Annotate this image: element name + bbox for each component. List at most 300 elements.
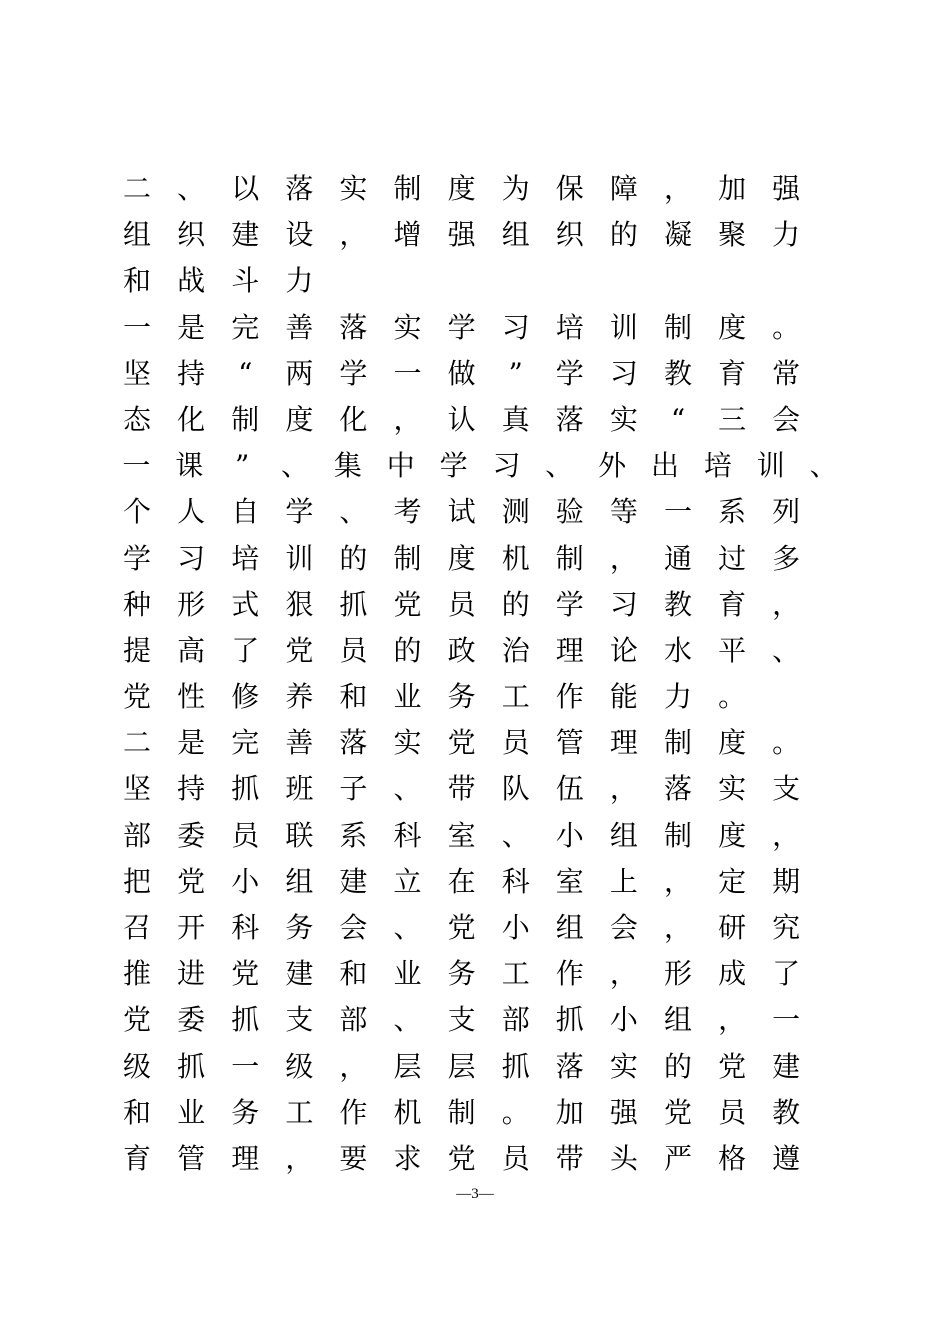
text-char: 成 (718, 957, 747, 991)
text-char: 党 (123, 680, 152, 714)
text-char: 一 (393, 356, 422, 390)
text-char: 联 (285, 818, 314, 852)
text-line (110, 905, 850, 951)
text-line (110, 489, 850, 535)
text-char: ， (285, 1141, 314, 1175)
text-char: 和 (123, 1095, 152, 1129)
text-char: 的 (609, 218, 638, 252)
text-char: 多 (772, 541, 801, 575)
text-char: 验 (555, 495, 584, 529)
text-char: 习 (609, 587, 638, 621)
text-line (110, 720, 850, 766)
text-char: 队 (501, 772, 530, 806)
text-char: 种 (123, 587, 152, 621)
text-char: 列 (772, 495, 801, 529)
text-char: 部 (501, 1003, 530, 1037)
text-char: 员 (501, 726, 530, 760)
text-char: 小 (555, 818, 584, 852)
text-char: 求 (393, 1141, 422, 1175)
text-char: 能 (609, 680, 638, 714)
text-char: 。 (718, 680, 747, 714)
text-char: 制 (231, 402, 260, 436)
text-char: 员 (501, 1141, 530, 1175)
text-char: 学 (285, 495, 314, 529)
text-char: ” (508, 356, 523, 390)
text-char: 实 (339, 172, 368, 205)
text-char: 科 (393, 818, 422, 852)
text-char: 力 (663, 680, 692, 714)
body-text (110, 166, 850, 1182)
text-char: 持 (177, 356, 206, 390)
text-line (110, 1090, 850, 1136)
text-char: 战 (177, 264, 206, 298)
text-char: 抓 (555, 1003, 584, 1037)
text-char: 工 (285, 1095, 314, 1129)
text-char: 和 (339, 680, 368, 714)
text-char: 工 (501, 957, 530, 991)
text-char: 会 (609, 911, 638, 944)
text-char: 政 (447, 633, 476, 667)
text-char: 。 (772, 310, 801, 344)
text-char: 系 (718, 495, 747, 529)
text-char: 强 (447, 218, 476, 252)
text-char: 坚 (123, 356, 152, 390)
text-char: 建 (285, 957, 314, 991)
text-char: 高 (177, 633, 206, 667)
text-char: 人 (177, 495, 206, 529)
text-char: 两 (285, 356, 314, 390)
text-char: ， (609, 772, 638, 806)
text-char: 业 (393, 957, 422, 991)
text-char: 机 (501, 541, 530, 575)
text-char: 化 (339, 402, 368, 436)
text-char: 务 (285, 911, 314, 944)
text-char: 是 (177, 310, 206, 344)
text-char: 学 (439, 449, 468, 483)
text-char: 组 (609, 818, 638, 852)
text-line (110, 1136, 850, 1182)
text-char: ， (772, 818, 801, 852)
text-line (110, 212, 850, 258)
text-char: ， (339, 1049, 368, 1083)
text-char: 度 (718, 818, 747, 852)
text-char: 头 (609, 1141, 638, 1175)
text-char: 小 (609, 1003, 638, 1037)
text-char: 支 (772, 772, 801, 806)
text-char: 、 (501, 818, 530, 852)
text-char: 教 (663, 356, 692, 390)
text-char: 三 (718, 402, 747, 436)
text-char: 一 (231, 1049, 260, 1083)
text-char: 委 (177, 1003, 206, 1037)
text-char: 落 (339, 310, 368, 344)
text-char: 论 (609, 633, 638, 667)
text-char: 抓 (231, 772, 260, 806)
text-char: 学 (447, 310, 476, 344)
text-char: 教 (772, 1095, 801, 1129)
text-char: 期 (772, 864, 801, 898)
text-char: 推 (123, 957, 152, 991)
text-line (110, 305, 850, 351)
text-char: 作 (339, 1095, 368, 1129)
text-char: ， (609, 541, 638, 575)
text-char: 习 (492, 449, 521, 483)
text-char: 子 (339, 772, 368, 806)
text-char: 会 (772, 402, 801, 436)
text-char: 修 (231, 680, 260, 714)
text-char: 培 (555, 310, 584, 344)
text-char: 完 (231, 310, 260, 344)
text-char: 实 (393, 310, 422, 344)
text-char: 等 (609, 495, 638, 529)
text-char: 形 (177, 587, 206, 621)
text-line (110, 951, 850, 997)
text-char: 强 (772, 172, 801, 205)
text-char: 是 (177, 726, 206, 760)
text-char: 员 (718, 1095, 747, 1129)
text-char: 的 (501, 587, 530, 621)
text-char: 员 (231, 818, 260, 852)
text-char: 水 (663, 633, 692, 667)
text-char: 育 (718, 356, 747, 390)
text-char: 员 (339, 633, 368, 667)
text-char: 制 (393, 541, 422, 575)
text-char: 实 (718, 772, 747, 806)
text-char: 一 (772, 1003, 801, 1037)
text-char: 学 (555, 587, 584, 621)
text-char: 学 (555, 356, 584, 390)
text-line (110, 258, 850, 304)
text-char: 落 (339, 726, 368, 760)
text-char: 培 (703, 449, 732, 483)
text-line (110, 536, 850, 582)
text-char: 外 (598, 449, 627, 483)
text-char: 二 (123, 726, 152, 760)
text-char: 设 (285, 218, 314, 252)
text-char: 的 (393, 633, 422, 667)
text-char: 支 (447, 1003, 476, 1037)
text-char: 训 (609, 310, 638, 344)
text-char: 党 (231, 957, 260, 991)
text-char: 的 (663, 1049, 692, 1083)
text-char: 支 (285, 1003, 314, 1037)
text-char: 层 (447, 1049, 476, 1083)
text-line (110, 628, 850, 674)
text-char: 治 (501, 633, 530, 667)
text-char: 加 (555, 1095, 584, 1129)
text-char: 力 (772, 218, 801, 252)
text-char: 形 (663, 957, 692, 991)
text-char: 制 (393, 172, 422, 205)
text-char: 聚 (718, 218, 747, 252)
text-char: 训 (756, 449, 785, 483)
text-char: 室 (447, 818, 476, 852)
text-char: 以 (231, 172, 260, 205)
text-char: 理 (555, 633, 584, 667)
text-char: 班 (285, 772, 314, 806)
text-char: 、 (772, 633, 801, 667)
text-char: 委 (177, 818, 206, 852)
text-char: 召 (123, 911, 152, 944)
text-char: ， (339, 218, 368, 252)
text-char: 抓 (177, 1049, 206, 1083)
text-char: 作 (555, 680, 584, 714)
text-char: 要 (339, 1141, 368, 1175)
text-char: 出 (651, 449, 680, 483)
text-char: 考 (393, 495, 422, 529)
text-char: 增 (393, 218, 422, 252)
text-char: 教 (663, 587, 692, 621)
text-char: ， (663, 864, 692, 898)
text-char: 、 (545, 449, 574, 483)
text-char: 格 (718, 1141, 747, 1175)
text-char: 落 (555, 402, 584, 436)
text-char: 度 (447, 172, 476, 205)
text-char: 持 (177, 772, 206, 806)
text-char: ， (393, 402, 422, 436)
text-char: 度 (447, 541, 476, 575)
text-char: 式 (231, 587, 260, 621)
text-char: 党 (177, 864, 206, 898)
text-char: 。 (772, 726, 801, 760)
text-char: 真 (501, 402, 530, 436)
text-char: 级 (123, 1049, 152, 1083)
text-char: 研 (718, 911, 747, 944)
text-char: 。 (501, 1095, 530, 1129)
text-char: 带 (447, 772, 476, 806)
text-char: 制 (447, 1095, 476, 1129)
text-char: 党 (718, 1049, 747, 1083)
text-char: 平 (718, 633, 747, 667)
text-line (110, 443, 850, 489)
text-char: 了 (231, 633, 260, 667)
text-char: 态 (123, 402, 152, 436)
text-char: 进 (177, 957, 206, 991)
text-char: 业 (177, 1095, 206, 1129)
text-char: 层 (393, 1049, 422, 1083)
text-char: 通 (663, 541, 692, 575)
text-char: 党 (447, 911, 476, 944)
text-char: 习 (501, 310, 530, 344)
text-line (110, 859, 850, 905)
text-char: 遵 (772, 1141, 801, 1175)
text-char: 严 (663, 1141, 692, 1175)
text-char: 、 (393, 772, 422, 806)
text-char: 把 (123, 864, 152, 898)
text-char: 、 (393, 911, 422, 944)
text-char: 落 (555, 1049, 584, 1083)
text-char: 一 (122, 449, 151, 483)
text-char: 制 (555, 541, 584, 575)
text-line (110, 813, 850, 859)
text-char: 建 (339, 864, 368, 898)
text-char: 性 (177, 680, 206, 714)
text-char: 建 (772, 1049, 801, 1083)
text-char: 为 (501, 172, 530, 205)
text-char: 级 (285, 1049, 314, 1083)
text-char: 学 (339, 356, 368, 390)
text-char: 、 (339, 495, 368, 529)
text-char: 了 (772, 957, 801, 991)
text-char: 养 (285, 680, 314, 714)
text-char: 室 (555, 864, 584, 898)
text-char: 科 (501, 864, 530, 898)
text-char: 度 (718, 726, 747, 760)
text-char: 立 (393, 864, 422, 898)
text-char: 、 (809, 449, 838, 483)
text-char: 凝 (663, 218, 692, 252)
text-char: 度 (718, 310, 747, 344)
text-char: 部 (339, 1003, 368, 1037)
text-char: 课 (175, 449, 204, 483)
text-char: 制 (663, 726, 692, 760)
text-line (110, 582, 850, 628)
text-char: 上 (609, 864, 638, 898)
text-char: 抓 (231, 1003, 260, 1037)
text-char: 试 (447, 495, 476, 529)
text-char: 加 (718, 172, 747, 205)
text-char: 员 (447, 587, 476, 621)
text-char: 制 (663, 818, 692, 852)
text-char: 抓 (501, 1049, 530, 1083)
text-char: 务 (231, 1095, 260, 1129)
text-char: 党 (447, 1141, 476, 1175)
text-char: ， (772, 587, 801, 621)
text-char: ， (663, 172, 692, 205)
text-char: 组 (663, 1003, 692, 1037)
text-char: 和 (123, 264, 152, 298)
text-char: 习 (177, 541, 206, 575)
text-char: 在 (447, 864, 476, 898)
text-char: 坚 (123, 772, 152, 806)
text-char: 小 (501, 911, 530, 944)
text-char: 、 (177, 172, 206, 205)
text-char: 务 (447, 680, 476, 714)
text-char: “ (670, 402, 686, 436)
text-char: 组 (123, 218, 152, 252)
text-char: 机 (393, 1095, 422, 1129)
text-char: 党 (393, 587, 422, 621)
text-char: 抓 (339, 587, 368, 621)
text-char: 业 (393, 680, 422, 714)
text-char: 、 (281, 449, 310, 483)
text-char: 组 (555, 911, 584, 944)
text-char: ” (234, 449, 250, 483)
text-char: 开 (177, 911, 206, 944)
text-char: 建 (231, 218, 260, 252)
text-char: 认 (447, 402, 476, 436)
text-char: 党 (447, 726, 476, 760)
text-char: 党 (123, 1003, 152, 1037)
text-char: 务 (447, 957, 476, 991)
text-char: 完 (231, 726, 260, 760)
text-char: 伍 (555, 772, 584, 806)
text-char: 织 (177, 218, 206, 252)
text-char: 制 (663, 310, 692, 344)
text-char: 过 (718, 541, 747, 575)
text-line (110, 397, 850, 443)
text-line (110, 351, 850, 397)
text-char: 的 (339, 541, 368, 575)
text-char: 究 (772, 911, 801, 944)
text-char: 织 (555, 218, 584, 252)
text-char: 工 (501, 680, 530, 714)
text-char: 科 (231, 911, 260, 944)
text-char: 培 (231, 541, 260, 575)
text-char: 一 (663, 495, 692, 529)
text-char: 二 (123, 172, 152, 205)
text-char: 理 (609, 726, 638, 760)
text-char: 育 (123, 1141, 152, 1175)
text-char: 善 (285, 726, 314, 760)
text-char: 作 (555, 957, 584, 991)
text-line (110, 166, 850, 212)
text-char: 测 (501, 495, 530, 529)
page-number: —3— (456, 1186, 494, 1202)
text-char: 、 (393, 1003, 422, 1037)
text-line (110, 1044, 850, 1090)
text-char: 落 (285, 172, 314, 205)
text-char: 组 (501, 218, 530, 252)
text-char: 做 (447, 356, 476, 390)
text-line (110, 997, 850, 1043)
text-char: 管 (555, 726, 584, 760)
text-char: 化 (177, 402, 206, 436)
text-char: 强 (609, 1095, 638, 1129)
text-char: 和 (339, 957, 368, 991)
text-char: 部 (123, 818, 152, 852)
text-line (110, 674, 850, 720)
text-char: 理 (231, 1141, 260, 1175)
text-char: 障 (609, 172, 638, 205)
text-char: 党 (663, 1095, 692, 1129)
text-char: 落 (663, 772, 692, 806)
text-char: 实 (609, 402, 638, 436)
text-char: 学 (123, 541, 152, 575)
text-char: 训 (285, 541, 314, 575)
text-char: 一 (123, 310, 152, 344)
text-char: ， (609, 957, 638, 991)
text-char: 提 (123, 633, 152, 667)
text-char: 育 (718, 587, 747, 621)
text-char: 力 (285, 264, 314, 298)
text-char: 系 (339, 818, 368, 852)
text-char: 保 (555, 172, 584, 205)
text-char: 管 (177, 1141, 206, 1175)
text-char: 自 (231, 495, 260, 529)
text-char: ， (718, 1003, 747, 1037)
text-char: 常 (772, 356, 801, 390)
text-char: 会 (339, 911, 368, 944)
text-char: 个 (123, 495, 152, 529)
text-char: 实 (609, 1049, 638, 1083)
text-char: 集 (333, 449, 362, 483)
text-char: 带 (555, 1141, 584, 1175)
text-char: 狠 (285, 587, 314, 621)
text-char: 度 (285, 402, 314, 436)
text-char: 党 (285, 633, 314, 667)
text-char: 斗 (231, 264, 260, 298)
text-char: “ (238, 356, 253, 390)
text-char: 定 (718, 864, 747, 898)
text-char: 习 (609, 356, 638, 390)
text-char: 实 (393, 726, 422, 760)
text-char: 小 (231, 864, 260, 898)
text-char: 善 (285, 310, 314, 344)
text-char: ， (663, 911, 692, 944)
text-char: 中 (386, 449, 415, 483)
text-line (110, 766, 850, 812)
